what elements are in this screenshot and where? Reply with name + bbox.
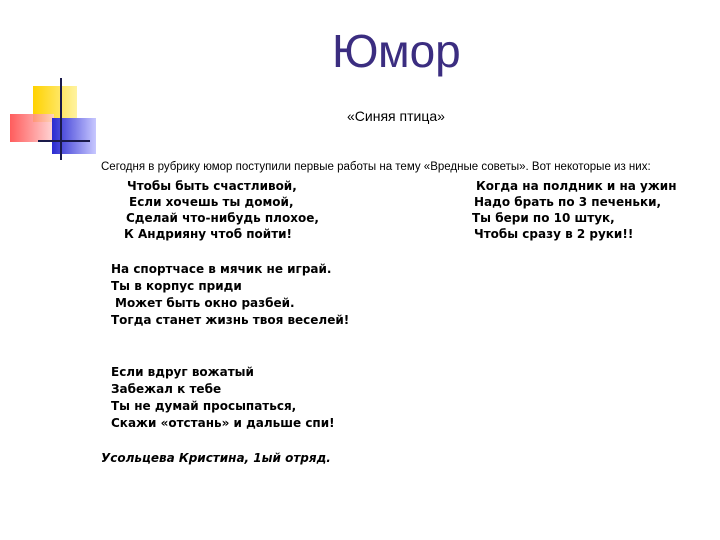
slide-subtitle: «Синяя птица» <box>347 108 445 124</box>
right-poem-line: Надо брать по 3 печеньки, <box>474 195 662 209</box>
intro-text: Сегодня в рубрику юмор поступили первые работы на тему «Вредные советы». Вот некоторые из них: <box>101 161 651 173</box>
poem-three-line: Ты не думай просыпаться, <box>111 399 297 413</box>
poem-two-line: На спортчасе в мячик не играй. <box>111 262 332 276</box>
left-poem-line: К Андрияну чтоб пойти! <box>124 227 293 241</box>
right-poem-line: Ты бери по 10 штук, <box>472 211 615 225</box>
poem-two-line: Тогда станет жизнь твоя веселей! <box>111 313 350 327</box>
left-poem-line: Чтобы быть счастливой, <box>127 179 297 193</box>
left-poem-line: Сделай что-нибудь плохое, <box>126 211 319 225</box>
decor-horizontal-line <box>38 140 90 142</box>
right-poem-line: Чтобы сразу в 2 руки!! <box>474 227 634 241</box>
decor-vertical-line <box>60 78 62 160</box>
right-poem-line: Когда на полдник и на ужин <box>476 179 677 193</box>
slide-title: Юмор <box>332 25 461 77</box>
signature: Усольцева Кристина, 1ый отряд. <box>101 451 331 465</box>
poem-three-line: Забежал к тебе <box>111 382 222 396</box>
decor-blue-square <box>52 118 96 154</box>
decor-red-square <box>10 114 54 142</box>
poem-three-line: Скажи «отстань» и дальше спи! <box>111 416 335 430</box>
left-poem-line: Если хочешь ты домой, <box>129 195 294 209</box>
poem-three-line: Если вдруг вожатый <box>111 365 254 379</box>
poem-two-line: Может быть окно разбей. <box>115 296 295 310</box>
poem-two-line: Ты в корпус приди <box>111 279 242 293</box>
